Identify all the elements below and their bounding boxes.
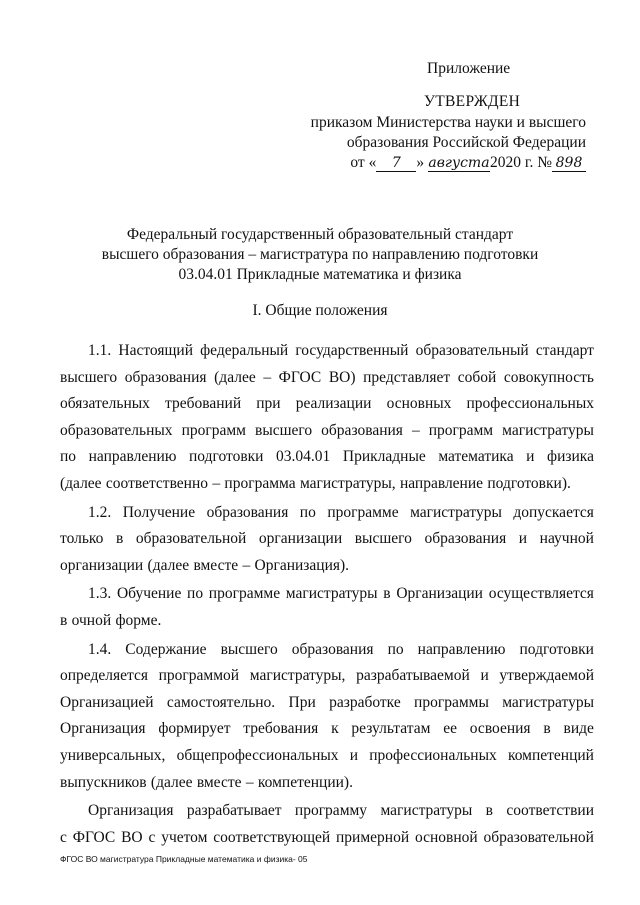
text-line: обязательных требований при реализации основных профессиональных <box>60 395 594 413</box>
paragraph <box>60 637 594 797</box>
paragraph <box>60 500 594 580</box>
text-line: 1.2. Получение образования по программе магистратуры допускается <box>88 503 594 521</box>
date-day: 7 <box>376 155 416 172</box>
paragraph <box>60 581 594 634</box>
text-line: 1.4. Содержание высшего образования по направлению подготовки <box>88 640 594 658</box>
text-line: организации (далее вместе – Организация). <box>60 556 350 574</box>
order-line-1: приказом Министерства науки и высшего <box>310 114 586 131</box>
paragraph <box>60 338 594 498</box>
annex-label: Приложение <box>427 60 511 77</box>
order-date-line <box>296 153 586 173</box>
date-month: августа <box>428 155 490 171</box>
approved-stamp: УТВЕРЖДЕН <box>424 93 521 110</box>
text-line: только в образовательной организации высшего образования и научной <box>60 530 594 548</box>
text-line: универсальных, общепрофессиональных и профессиональных компетенций <box>60 746 594 764</box>
text-line: Организация формирует требования к результатам ее освоения в виде <box>60 720 594 738</box>
paragraph <box>60 798 594 851</box>
order-line-2: образования Российской Федерации <box>346 134 586 151</box>
date-mid: » <box>416 154 425 171</box>
date-prefix: от « <box>350 154 377 171</box>
text-line: определяется программой магистратуры, разрабатываемой и утверждаемой <box>60 667 594 685</box>
text-line: высшего образования (далее – ФГОС ВО) представляет собой совокупность <box>60 368 594 386</box>
document-body <box>60 338 594 853</box>
text-line: выпускников (далее вместе – компетенции). <box>60 773 353 791</box>
text-line: Организация разрабатывает программу магистратуры в соответствии <box>88 802 594 820</box>
text-line: 1.3. Обучение по программе магистратуры в Организации осуществляется <box>88 585 594 603</box>
text-line: по направлению подготовки 03.04.01 Прикладные математика и физика <box>60 448 594 466</box>
approval-order <box>296 113 586 173</box>
document-title <box>60 225 580 285</box>
text-line: Организацией самостоятельно. При разработке программы магистратуры <box>60 693 594 711</box>
date-suffix: 2020 г. № <box>489 154 552 171</box>
text-line: в очной форме. <box>60 611 162 629</box>
title-line-3: 03.04.01 Прикладные математика и физика <box>178 266 462 283</box>
section-heading: I. Общие положения <box>252 302 388 319</box>
title-line-1: Федеральный государственный образовательный стандарт <box>126 226 514 243</box>
text-line: 1.1. Настоящий федеральный государственный образовательный стандарт <box>88 342 594 359</box>
title-line-2: высшего образования – магистратура по направлению подготовки <box>101 246 539 263</box>
text-line: с ФГОС ВО с учетом соответствующей примерной основной образовательной <box>60 828 594 846</box>
page-footer: ФГОС ВО магистратура Прикладные математика и физика- 05 <box>60 854 308 864</box>
text-line: образовательных программ высшего образования – программ магистратуры <box>60 421 594 439</box>
order-number: 898 <box>552 155 586 172</box>
text-line: (далее соответственно – программа магистратуры, направление подготовки). <box>60 474 571 492</box>
